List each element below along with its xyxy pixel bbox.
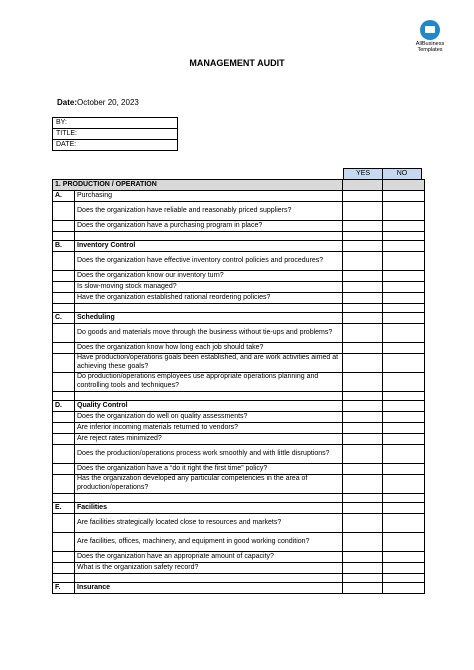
question-row: [53, 202, 425, 221]
yes-column-header: YES: [344, 169, 383, 180]
no-cell[interactable]: [383, 271, 425, 282]
question-row: [53, 373, 425, 392]
question-index-cell: [53, 533, 75, 552]
meta-table: [52, 117, 178, 151]
question-index-cell: [53, 252, 75, 271]
question-row: [53, 343, 425, 354]
question-text: Does the organization have a “do it right the first time” policy?: [75, 464, 343, 475]
question-index-cell: [53, 514, 75, 533]
no-cell[interactable]: [383, 252, 425, 271]
section-yes: [343, 180, 383, 191]
category-row: [53, 313, 425, 324]
yes-cell[interactable]: [343, 401, 383, 412]
logo: [410, 20, 450, 53]
question-index-cell: [53, 354, 75, 373]
question-row: [53, 412, 425, 423]
question-index-cell: [53, 445, 75, 464]
question-text: Do production/operations employees use appropriate operations planning and controlling tools and techniques?: [75, 373, 343, 392]
no-cell[interactable]: [383, 202, 425, 221]
no-cell[interactable]: [383, 475, 425, 494]
section-title: 1. PRODUCTION / OPERATION: [53, 180, 343, 191]
no-cell[interactable]: [383, 401, 425, 412]
yes-cell[interactable]: [343, 552, 383, 563]
yes-cell[interactable]: [343, 503, 383, 514]
no-cell[interactable]: [383, 221, 425, 232]
category-row: [53, 583, 425, 594]
question-index-cell: [53, 563, 75, 574]
question-index-cell: [53, 324, 75, 343]
question-index-cell: [53, 412, 75, 423]
no-cell[interactable]: [383, 552, 425, 563]
logo-text: [410, 41, 450, 53]
question-text: Does the organization have an appropriate amount of capacity?: [75, 552, 343, 563]
category-name: Scheduling: [75, 313, 343, 324]
category-name: Inventory Control: [75, 241, 343, 252]
no-cell[interactable]: [383, 464, 425, 475]
question-row: [53, 434, 425, 445]
category-letter: D.: [53, 401, 75, 412]
no-cell[interactable]: [383, 503, 425, 514]
category-row: [53, 401, 425, 412]
question-text: Does the organization know our inventory turn?: [75, 271, 343, 282]
question-row: [53, 423, 425, 434]
spacer-row: [53, 304, 425, 313]
category-name: Insurance: [75, 583, 343, 594]
no-cell[interactable]: [383, 313, 425, 324]
meta-date[interactable]: DATE:: [53, 140, 178, 151]
question-text: What is the organization safety record?: [75, 563, 343, 574]
question-text: Are facilities strategically located close to resources and markets?: [75, 514, 343, 533]
question-index-cell: [53, 464, 75, 475]
question-text: Do goods and materials move through the business without tie-ups and problems?: [75, 324, 343, 343]
yes-cell[interactable]: [343, 434, 383, 445]
question-row: [53, 354, 425, 373]
question-text: Does the production/operations process work smoothly and with little disruptions?: [75, 445, 343, 464]
category-letter: A.: [53, 191, 75, 202]
question-row: [53, 271, 425, 282]
category-name: Quality Control: [75, 401, 343, 412]
category-name: Facilities: [75, 503, 343, 514]
no-cell[interactable]: [383, 293, 425, 304]
yes-cell[interactable]: [343, 324, 383, 343]
question-row: [53, 221, 425, 232]
question-row: [53, 445, 425, 464]
yes-cell[interactable]: [343, 343, 383, 354]
question-text: Have the organization established rational reordering policies?: [75, 293, 343, 304]
question-text: Does the organization have a purchasing program in place?: [75, 221, 343, 232]
yes-cell[interactable]: [343, 412, 383, 423]
category-letter: B.: [53, 241, 75, 252]
yes-cell[interactable]: [343, 583, 383, 594]
no-cell[interactable]: [383, 533, 425, 552]
question-row: [53, 252, 425, 271]
category-row: [53, 191, 425, 202]
date-value: October 20, 2023: [77, 98, 139, 107]
spacer-row: [53, 392, 425, 401]
yes-cell[interactable]: [343, 514, 383, 533]
yes-cell[interactable]: [343, 313, 383, 324]
question-index-cell: [53, 343, 75, 354]
question-row: [53, 464, 425, 475]
no-cell[interactable]: [383, 563, 425, 574]
question-text: Have production/operations goals been established, and are work activities aimed at achieving these goals?: [75, 354, 343, 373]
no-cell[interactable]: [383, 445, 425, 464]
yes-cell[interactable]: [343, 423, 383, 434]
question-row: [53, 324, 425, 343]
logo-line-2: Templates: [417, 47, 443, 53]
question-row: [53, 552, 425, 563]
laptop-icon: [420, 20, 440, 40]
category-row: [53, 503, 425, 514]
question-index-cell: [53, 552, 75, 563]
question-row: [53, 533, 425, 552]
question-row: [53, 563, 425, 574]
yes-cell[interactable]: [343, 445, 383, 464]
question-row: [53, 282, 425, 293]
no-column-header: NO: [383, 169, 422, 180]
yes-cell[interactable]: [343, 202, 383, 221]
question-index-cell: [53, 434, 75, 445]
no-cell[interactable]: [383, 324, 425, 343]
no-cell[interactable]: [383, 343, 425, 354]
yes-cell[interactable]: [343, 293, 383, 304]
no-cell[interactable]: [383, 583, 425, 594]
date-line: [57, 98, 139, 107]
no-cell[interactable]: [383, 191, 425, 202]
no-cell[interactable]: [383, 354, 425, 373]
question-text: Does the organization have effective inventory control policies and procedures?: [75, 252, 343, 271]
question-text: Has the organization developed any particular competencies in the area of production/operations?: [75, 475, 343, 494]
no-cell[interactable]: [383, 373, 425, 392]
audit-table: [52, 179, 425, 594]
question-index-cell: [53, 271, 75, 282]
question-text: Does the organization know how long each job should take?: [75, 343, 343, 354]
date-label: Date:: [57, 98, 78, 107]
yes-cell[interactable]: [343, 464, 383, 475]
no-cell[interactable]: [383, 514, 425, 533]
question-index-cell: [53, 202, 75, 221]
category-letter: F.: [53, 583, 75, 594]
yes-cell[interactable]: [343, 191, 383, 202]
no-cell[interactable]: [383, 241, 425, 252]
question-index-cell: [53, 373, 75, 392]
no-cell[interactable]: [383, 434, 425, 445]
question-index-cell: [53, 282, 75, 293]
question-index-cell: [53, 293, 75, 304]
yes-cell[interactable]: [343, 563, 383, 574]
page-title: MANAGEMENT AUDIT: [189, 58, 285, 68]
yes-cell[interactable]: [343, 221, 383, 232]
question-row: [53, 514, 425, 533]
logo-line-1: AllBusiness: [415, 41, 445, 47]
yes-cell[interactable]: [343, 533, 383, 552]
yes-cell[interactable]: [343, 241, 383, 252]
question-row: [53, 293, 425, 304]
question-text: Does the organization do well on quality assessments?: [75, 412, 343, 423]
yes-cell[interactable]: [343, 475, 383, 494]
yes-cell[interactable]: [343, 252, 383, 271]
section-no: [383, 180, 425, 191]
no-cell[interactable]: [383, 282, 425, 293]
question-index-cell: [53, 475, 75, 494]
yes-cell[interactable]: [343, 373, 383, 392]
spacer-row: [53, 494, 425, 503]
category-name: Purchasing: [75, 191, 343, 202]
question-index-cell: [53, 221, 75, 232]
question-text: Are reject rates minimized?: [75, 434, 343, 445]
spacer-row: [53, 232, 425, 241]
yes-cell[interactable]: [343, 354, 383, 373]
question-text: Does the organization have reliable and reasonably priced suppliers?: [75, 202, 343, 221]
meta-by[interactable]: BY:: [53, 118, 178, 129]
no-cell[interactable]: [383, 423, 425, 434]
yes-cell[interactable]: [343, 271, 383, 282]
question-index-cell: [53, 423, 75, 434]
no-cell[interactable]: [383, 412, 425, 423]
question-text: Is slow-moving stock managed?: [75, 282, 343, 293]
question-text: Are facilities, offices, machinery, and equipment in good working condition?: [75, 533, 343, 552]
yes-cell[interactable]: [343, 282, 383, 293]
category-letter: E.: [53, 503, 75, 514]
meta-title[interactable]: TITLE:: [53, 129, 178, 140]
question-text: Are inferior incoming materials returned to vendors?: [75, 423, 343, 434]
question-row: [53, 475, 425, 494]
category-letter: C.: [53, 313, 75, 324]
category-row: [53, 241, 425, 252]
spacer-row: [53, 574, 425, 583]
